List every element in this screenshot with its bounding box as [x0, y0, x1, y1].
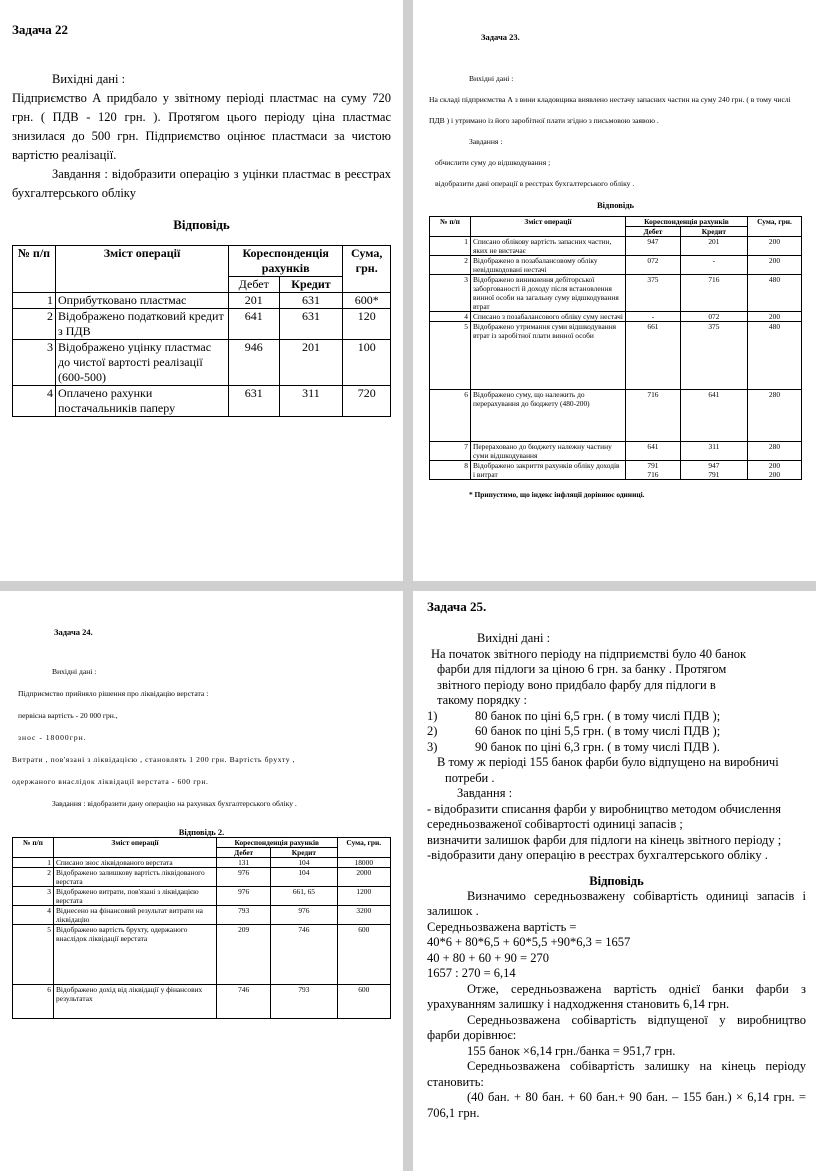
- table-row: 3 Відображено виникнення дебіторської заборгованості й доходу після встановлення винної особи на загальну суму відшкодування втрат 375 716 480: [430, 275, 802, 312]
- col-credit: Кредит: [271, 848, 337, 858]
- task-23-answer-label: Відповідь: [596, 200, 634, 210]
- task-25-answer-10: (40 бан. + 80 бан. + 60 бан.+ 90 бан. – 155 бан.) × 6,14 грн. = 706,1 грн.: [427, 1090, 806, 1120]
- col-sum: Сума, грн.: [337, 838, 390, 858]
- table-row: 2 Відображено в позабалансовому обліку невідшкодовані нестачі 072 - 200: [430, 256, 802, 275]
- task-24-given-label: Вихідні дані :: [52, 667, 97, 676]
- task-22-task-text: Завдання : відобразити операцію з уцінки пластмас в реєстрах бухгалтерського обліку: [12, 167, 391, 200]
- col-num: № п/п: [13, 838, 54, 858]
- task-25-answer-2: Середньозважена вартість =: [427, 919, 577, 934]
- task-25-task-label: Завдання :: [457, 786, 513, 800]
- task-23-task-label: Завдання :: [469, 137, 503, 146]
- task-25-answer-3: 40*6 + 80*6,5 + 60*5,5 +90*6,3 = 1657: [427, 935, 631, 949]
- task-24-line-2: первісна вартість - 20 000 грн.,: [18, 711, 118, 720]
- table-row: 2 Відображено податковий кредит з ПДВ 641 631 120: [13, 309, 391, 340]
- task-22-given-text: Підприємство А придбало у звітному періоді пластмас на суму 720 грн. ( ПДВ - 120 грн. ). Протягом цього періоду ціна пластмас знизилася до 500 грн. Підприємство оцінює пластмаси за чистою вартістю реалізації.: [12, 91, 391, 162]
- col-corr: Кореспонденція рахунків: [229, 246, 343, 277]
- task-25-task-1: - відобразити списання фарби у виробництво методом обчислення середньозваженої собівартості одиниці запасів ;: [427, 801, 782, 831]
- col-sum: Сума, грн.: [747, 217, 801, 237]
- col-corr: Кореспонденція рахунків: [626, 217, 748, 227]
- task-25-answer-5: 1657 : 270 = 6,14: [427, 966, 516, 980]
- col-content: Зміст операції: [54, 838, 217, 858]
- table-row: 4 Віднесено на фінансовий результат витрати на ліквідацію 793 976 3200: [13, 906, 391, 925]
- task-22-table: [12, 245, 391, 417]
- col-debit: Дебет: [217, 848, 271, 858]
- task-24-line-4: Витрати , пов'язані з ліквідацією , становлять 1 200 грн. Вартість брухту ,: [12, 755, 296, 764]
- task-23-given-text: На складі підприємства А з вини кладовщика виявлено нестачу запасних частин на суму 240 грн. ( в тому числі ПДВ ) і утримано із його заробітної плати згідно з письмовою заявою .: [429, 95, 791, 125]
- task-24-answer-label: Відповідь 2.: [178, 827, 225, 837]
- task-25-answer-1: Визначимо середньозважену собівартість одиниці запасів і залишок .: [427, 888, 806, 918]
- task-25-answer-9: Середньозважена собівартість залишку на кінець періоду становить:: [427, 1059, 806, 1089]
- task-22-given-label: Вихідні дані :: [52, 72, 126, 86]
- col-debit: Дебет: [229, 277, 280, 293]
- task-25-answer-7: Середньозважена собівартість відпущеної у виробництво фарби дорівнює:: [427, 1012, 806, 1042]
- table-row: 5 Відображено вартість брухту, одержаного внаслідок ліквідації верстата 209 746 600: [13, 925, 391, 985]
- task-23-given-label: Вихідні дані :: [469, 74, 514, 83]
- task-23-task-2: відобразити дані операції в реєстрах бухгалтерського обліку .: [435, 179, 635, 188]
- table-row: 4 Списано з позабалансового обліку суму нестачі - 072 200: [430, 312, 802, 322]
- list-item: 3) 90 банок по ціні 6,3 грн. ( в тому числі ПДВ ).: [427, 739, 720, 754]
- task-23-table: [429, 216, 802, 480]
- task-25-intro-4: такому порядку :: [437, 693, 527, 707]
- task-24-table: [12, 837, 391, 1019]
- task-25-task-2: визначити залишок фарби для підлоги на кінець звітного періоду ;: [427, 832, 782, 847]
- list-item: 1) 80 банок по ціні 6,5 грн. ( в тому числі ПДВ );: [427, 708, 721, 723]
- task-25-answer-label: Відповідь: [589, 873, 644, 888]
- table-row: 6 Відображено суму, що належить до перерахування до бюджету (480-200) 716 641 280: [430, 390, 802, 442]
- col-credit: Кредит: [279, 277, 343, 293]
- col-num: № п/п: [430, 217, 471, 237]
- page-task-23: [413, 0, 816, 581]
- task-25-answer-8: 155 банок ×6,14 грн./банка = 951,7 грн.: [467, 1043, 676, 1058]
- task-23-title: Задача 23.: [481, 32, 520, 42]
- table-row: 8 Відображено закриття рахунків обліку доходів і витрат 791 716 947 791 200 200: [430, 461, 802, 480]
- task-25-same-2: потреби .: [445, 770, 495, 785]
- task-25-answer-4: 40 + 80 + 60 + 90 = 270: [427, 950, 549, 965]
- page-task-25: [413, 591, 816, 1171]
- list-item: 2) 60 банок по ціні 5,5 грн. ( в тому числі ПДВ );: [427, 724, 721, 738]
- col-sum: Сума, грн.: [343, 246, 391, 293]
- task-25-same-1: В тому ж періоді 155 банок фарби було відпущено на виробничі: [437, 755, 779, 769]
- table-row: 3 Відображено витрати, пов'язані з ліквідацією верстата 976 661, 65 1200: [13, 887, 391, 906]
- col-debit: Дебет: [626, 227, 681, 237]
- col-content: Зміст операції: [56, 246, 229, 293]
- table-row: 1 Списано знос ліквідованого верстата 131 104 18000: [13, 858, 391, 868]
- table-row: 1 Оприбутковано пластмас 201 631 600*: [13, 293, 391, 309]
- task-23-note: * Припустимо, що індекс інфляції дорівнює одиниці.: [469, 490, 645, 499]
- task-22-title: Задача 22: [12, 22, 68, 37]
- task-25-intro-1: На початок звітного періоду на підприємстві було 40 банок: [431, 646, 747, 661]
- table-row: 1 Списано облікову вартість запасних частин, яких не вистачає 947 201 200: [430, 237, 802, 256]
- table-row: 6 Відображено дохід від ліквідації у фінансових результатах 746 793 600: [13, 985, 391, 1019]
- task-25-intro-2: фарби для підлоги за ціною 6 грн. за банку . Протягом: [437, 662, 727, 676]
- task-24-task: Завдання : відобразити дану операцію на рахунках бухгалтерського обліку .: [52, 799, 297, 808]
- task-24-line-3: знос - 18000грн.: [18, 733, 87, 742]
- task-25-task-3: -відобразити дану операцію в реєстрах бухгалтерського обліку .: [427, 848, 768, 862]
- col-content: Зміст операції: [471, 217, 626, 237]
- col-num: № п/п: [13, 246, 56, 293]
- task-22-answer-label: Відповідь: [173, 217, 230, 232]
- task-24-title: Задача 24.: [54, 627, 93, 637]
- task-25-given-label: Вихідні дані :: [477, 631, 551, 645]
- col-corr: Кореспонденція рахунків: [217, 838, 338, 848]
- task-24-line-1: Підприємство прийняло рішення про ліквідацію верстата :: [18, 689, 209, 698]
- table-row: 4 Оплачено рахунки постачальників паперу 631 311 720: [13, 386, 391, 417]
- table-row: 5 Відображено утримання суми відшкодування втрат із заробітної плати винної особи 661 375 480: [430, 322, 802, 390]
- table-row: 3 Відображено уцінку пластмас до чистої вартості реалізації (600-500) 946 201 100: [13, 340, 391, 386]
- task-25-answer-6: Отже, середньозважена вартість однієї банки фарби з урахуванням залишку і надходження становить 6,14 грн.: [427, 981, 806, 1011]
- page-task-22: [0, 0, 403, 581]
- table-row: 7 Перераховано до бюджету належну частину суми відшкодування 641 311 280: [430, 442, 802, 461]
- table-row: 2 Відображено залишкову вартість ліквідованого верстата 976 104 2000: [13, 868, 391, 887]
- page-task-24: [0, 591, 403, 1171]
- task-25-title: Задача 25.: [427, 599, 487, 614]
- task-24-line-5: одержаного внаслідок ліквідації верстата - 600 грн.: [12, 777, 209, 786]
- col-credit: Кредит: [680, 227, 747, 237]
- task-23-task-1: обчислити суму до відшкодування ;: [435, 158, 551, 167]
- task-25-intro-3: звітного періоду воно придбало фарбу для підлоги в: [437, 677, 716, 692]
